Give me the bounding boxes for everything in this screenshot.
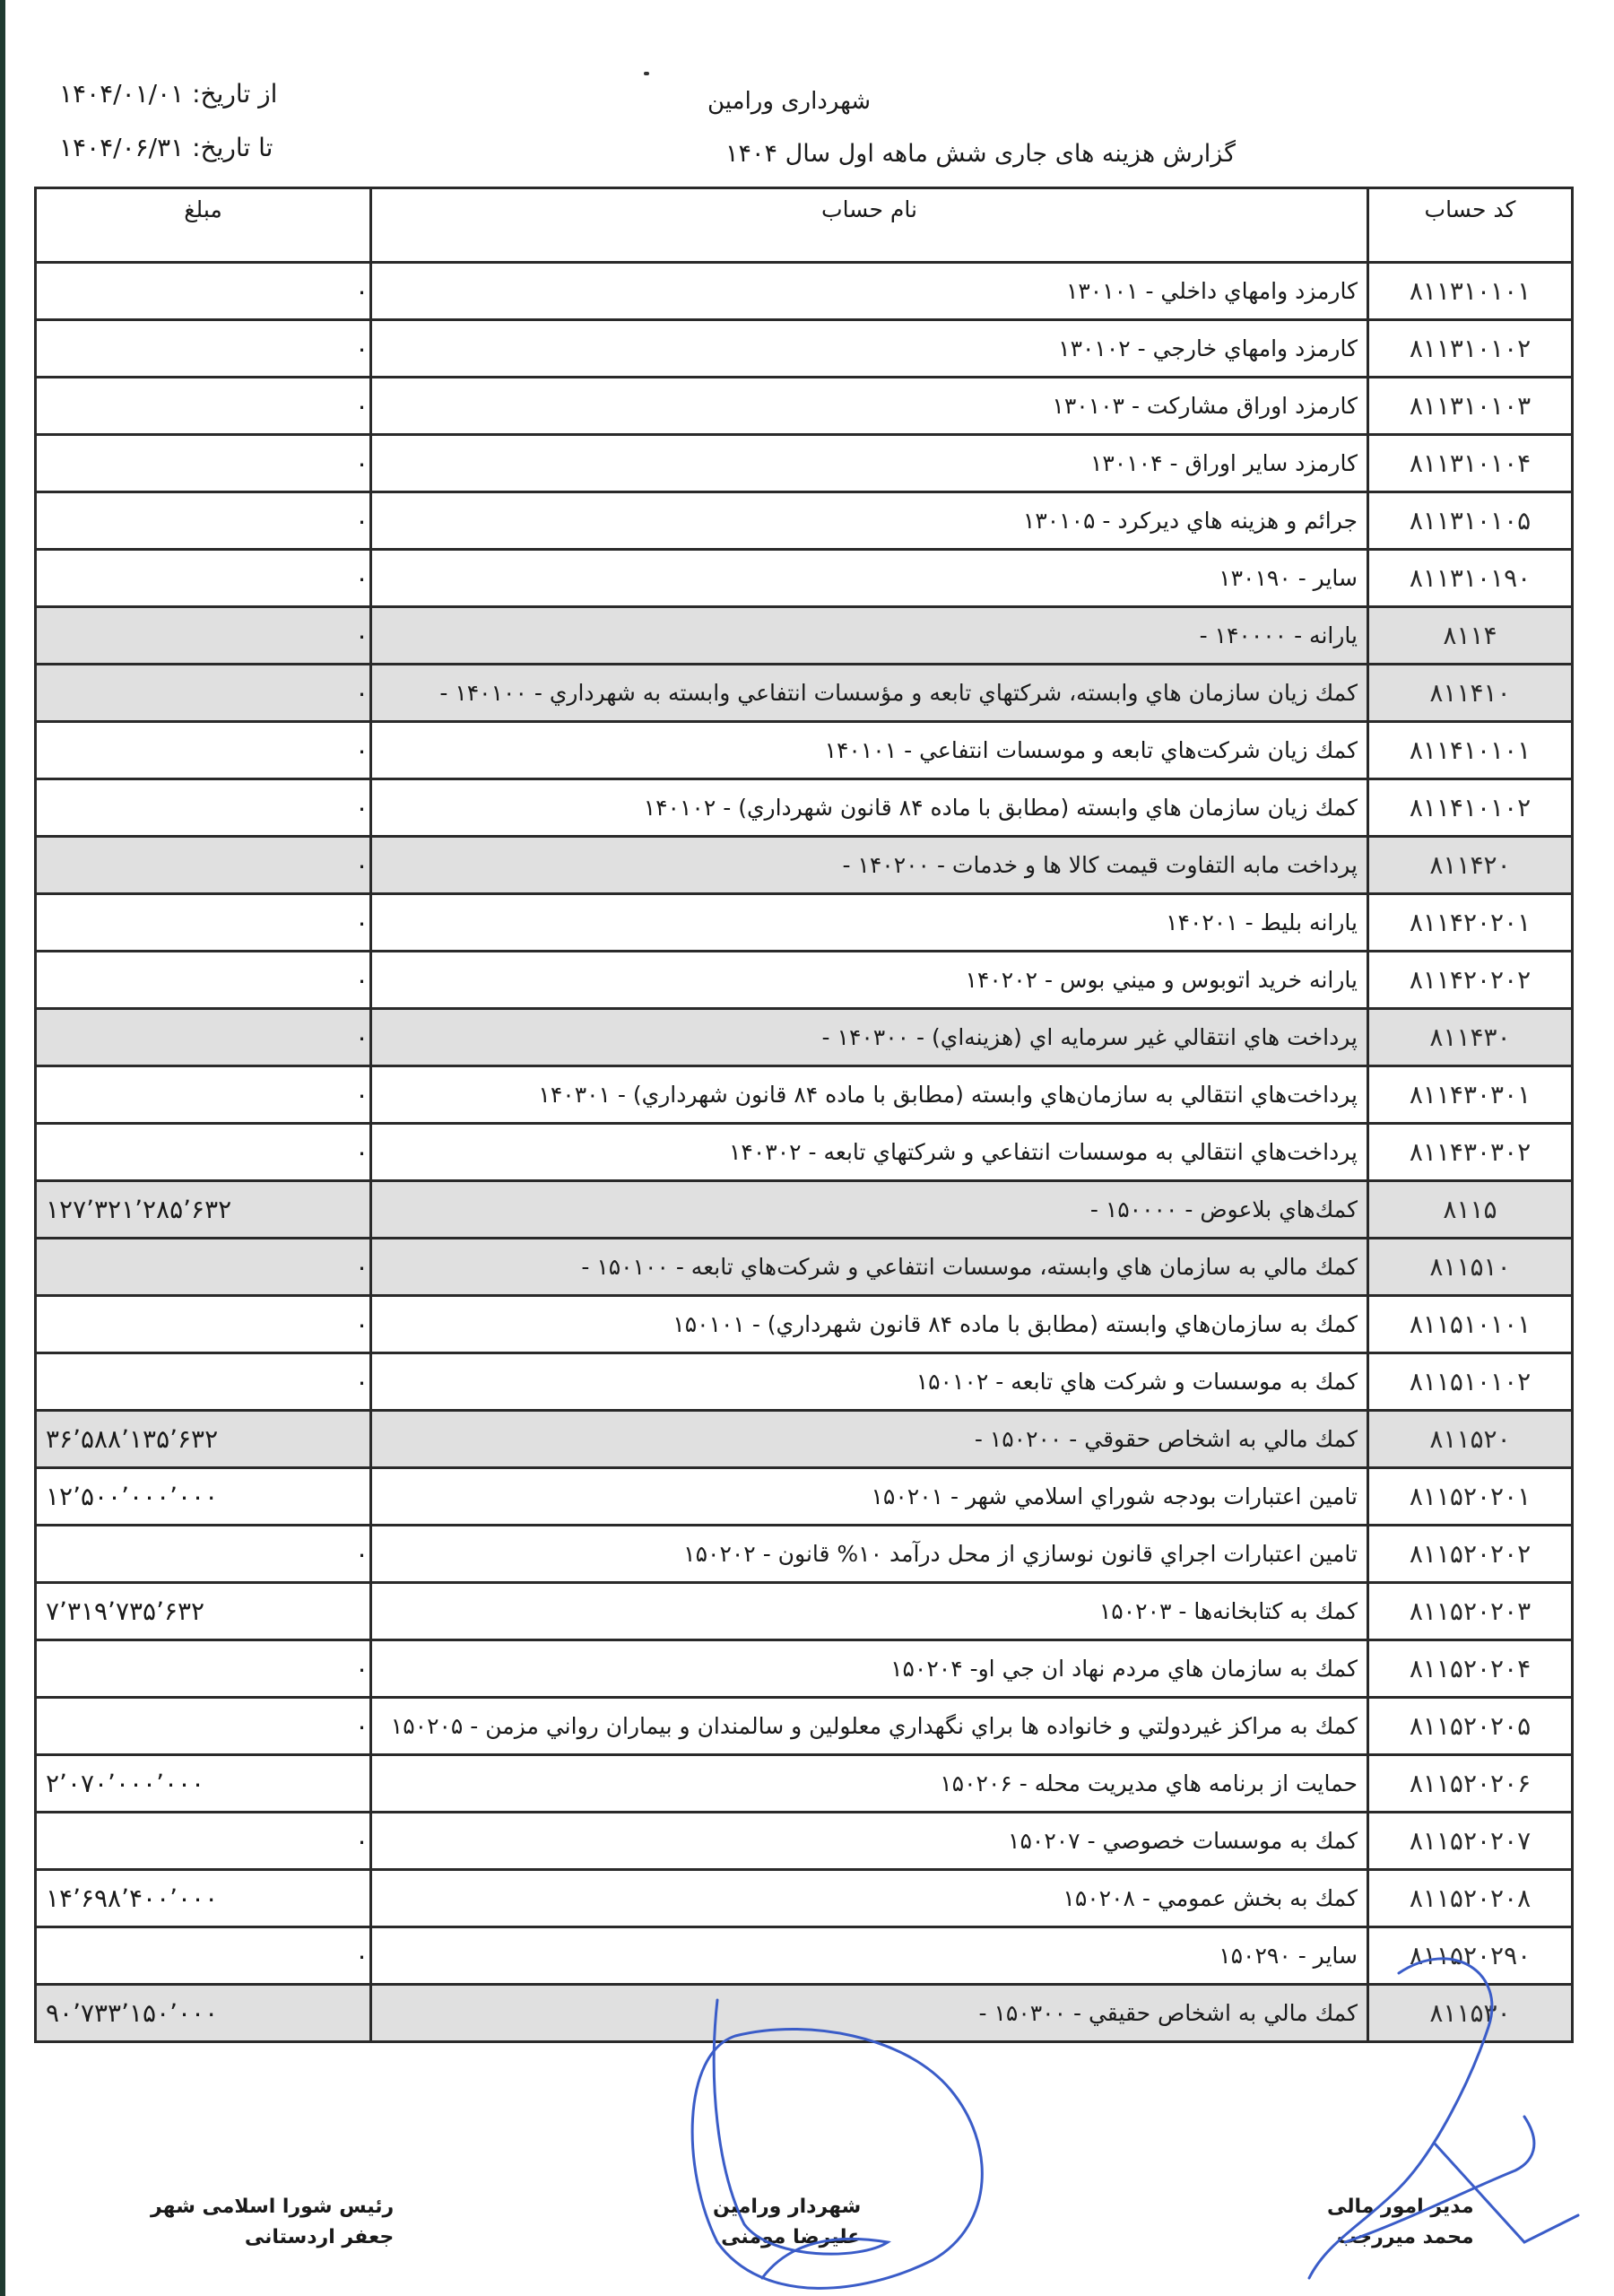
account-code: ۸۱۱۳۱۰۱۰۳ [1368,378,1573,435]
account-name: حمايت از برنامه هاي مديريت محله - ۱۵۰۲۰۶ [371,1755,1368,1813]
amount-value: ۰ [355,391,369,421]
account-code: ۸۱۱۴۱۰ [1368,665,1573,722]
account-code: ۸۱۱۳۱۰۱۹۰ [1368,550,1573,607]
amount [36,722,371,779]
table-row [36,722,1573,779]
amount-value: ۱۲٬۵۰۰٬۰۰۰٬۰۰۰ [46,1482,219,1511]
amount [36,1985,371,2042]
table-row [36,1583,1573,1640]
scan-edge [0,0,5,2296]
account-name: کمك مالي به اشخاص حقوقي - ۱۵۰۲۰۰ - [371,1411,1368,1468]
account-code: ۸۱۱۵۱۰۱۰۱ [1368,1296,1573,1353]
amount-value: ۰ [355,334,369,363]
account-code: ۸۱۱۵۲۰ [1368,1411,1573,1468]
amount-value: ۰ [355,1080,369,1109]
account-code: ۸۱۱۵۱۰۱۰۲ [1368,1353,1573,1411]
table-row [36,952,1573,1009]
account-name: کارمزد ساير اوراق - ۱۳۰۱۰۴ [371,435,1368,492]
table-row [36,1526,1573,1583]
account-code: ۸۱۱۴۱۰۱۰۱ [1368,722,1573,779]
account-code: ۸۱۱۵۳۰ [1368,1985,1573,2042]
table-row [36,1066,1573,1124]
table-row [36,378,1573,435]
account-name: کمك زيان سازمان هاي وابسته، شرکتهاي تابعه و مؤسسات انتفاعي وابسته به شهرداري - ۱۴۰۱۰۰ - [371,665,1368,722]
from-date: از تاریخ: ۱۴۰۴/۰۱/۰۱ [59,79,278,109]
amount [36,607,371,665]
amount [36,1009,371,1066]
amount [36,550,371,607]
amount [36,1813,371,1870]
account-code: ۸۱۱۵۲۰۲۰۵ [1368,1698,1573,1755]
table-row [36,1296,1573,1353]
table-row-subtotal [36,1985,1573,2042]
account-code: ۸۱۱۳۱۰۱۰۵ [1368,492,1573,550]
scan-speck [644,72,649,75]
account-name: ساير - ۱۵۰۲۹۰ [371,1927,1368,1985]
account-name: تامين اعتبارات بودجه شوراي اسلامي شهر - ۱۵۰۲۰۱ [371,1468,1368,1526]
table-row [36,1927,1573,1985]
amount [36,1927,371,1985]
table-row [36,1755,1573,1813]
table-row [36,1813,1573,1870]
account-code: ۸۱۱۳۱۰۱۰۲ [1368,320,1573,378]
table-row-subtotal [36,837,1573,894]
account-name: کمك به موسسات و شرکت هاي تابعه - ۱۵۰۱۰۲ [371,1353,1368,1411]
table-row [36,263,1573,320]
amount-value: ۰ [355,678,369,708]
column-header-amount: مبلغ [36,188,371,263]
amount-value: ۰ [355,1252,369,1282]
signer-title: شهردار ورامين [713,2196,862,2218]
amount-value: ۰ [355,1941,369,1970]
account-name: کمك به سازمان‌هاي وابسته (مطابق با ماده ۸۴ قانون شهرداري) - ۱۵۰۱۰۱ [371,1296,1368,1353]
account-code: ۸۱۱۵۲۰۲۰۸ [1368,1870,1573,1927]
amount [36,1583,371,1640]
account-code: ۸۱۱۵۲۰۲۰۶ [1368,1755,1573,1813]
amount-value: ۰ [355,563,369,593]
account-code: ۸۱۱۴۱۰۱۰۲ [1368,779,1573,837]
amount [36,779,371,837]
amount [36,1124,371,1181]
expense-report-table [34,187,1574,2043]
account-name: کمك زيان شرکت‌هاي تابعه و موسسات انتفاعي - ۱۴۰۱۰۱ [371,722,1368,779]
account-code: ۸۱۱۳۱۰۱۰۴ [1368,435,1573,492]
amount [36,894,371,952]
amount-value: ۰ [355,1137,369,1167]
amount [36,665,371,722]
amount [36,263,371,320]
table-row [36,779,1573,837]
amount [36,1181,371,1239]
table-header-row [36,188,1573,263]
signer-name: جعفر اردستانی [244,2226,395,2248]
account-code: ۸۱۱۵۲۰۲۰۲ [1368,1526,1573,1583]
amount-value: ۳۶٬۵۸۸٬۱۳۵٬۶۳۲ [46,1424,219,1454]
account-name: کمك مالي به اشخاص حقيقي - ۱۵۰۳۰۰ - [371,1985,1368,2042]
amount [36,1468,371,1526]
table-row-subtotal [36,607,1573,665]
account-code: ۸۱۱۵۲۰۲۹۰ [1368,1927,1573,1985]
amount-value: ۰ [355,276,369,306]
column-header-name: نام حساب [371,188,1368,263]
account-code: ۸۱۱۴۲۰ [1368,837,1573,894]
account-name: کمك زيان سازمان هاي وابسته (مطابق با ماده ۸۴ قانون شهرداري) - ۱۴۰۱۰۲ [371,779,1368,837]
account-code: ۸۱۱۵۲۰۲۰۳ [1368,1583,1573,1640]
amount-value: ۰ [355,1826,369,1856]
amount-value: ۷٬۳۱۹٬۷۳۵٬۶۳۲ [46,1596,205,1626]
account-name: کمك به بخش عمومي - ۱۵۰۲۰۸ [371,1870,1368,1927]
account-name: کمك به مراکز غيردولتي و خانواده ها براي نگهداري معلولين و سالمندان و بيماران رواني مزمن - ۱۵۰۲۰۵ [371,1698,1368,1755]
amount-value: ۰ [355,1539,369,1569]
account-code: ۸۱۱۵۲۰۲۰۴ [1368,1640,1573,1698]
amount-value: ۰ [355,506,369,535]
account-code: ۸۱۱۳۱۰۱۰۱ [1368,263,1573,320]
amount [36,492,371,550]
account-name: کمك مالي به سازمان هاي وابسته، موسسات انتفاعي و شرکت‌هاي تابعه - ۱۵۰۱۰۰ - [371,1239,1368,1296]
signer-name: محمد ميررجب [1336,2226,1474,2248]
account-code: ۸۱۱۴ [1368,607,1573,665]
amount [36,1411,371,1468]
signer-name: عليرضا مومنی [721,2226,862,2248]
table-row [36,1468,1573,1526]
table-row [36,1640,1573,1698]
amount [36,1296,371,1353]
account-name: پرداخت مابه التفاوت قيمت کالا ها و خدمات - ۱۴۰۲۰۰ - [371,837,1368,894]
account-name: پرداخت‌هاي انتقالي به سازمان‌هاي وابسته (مطابق با ماده ۸۴ قانون شهرداري) - ۱۴۰۳۰۱ [371,1066,1368,1124]
amount-value: ۰ [355,621,369,650]
table-row-subtotal [36,1239,1573,1296]
account-name: پرداخت هاي انتقالي غير سرمايه اي (هزينه‌اي) - ۱۴۰۳۰۰ - [371,1009,1368,1066]
amount-value: ۰ [355,1309,369,1339]
amount-value: ۰ [355,1711,369,1741]
account-code: ۸۱۱۵۲۰۲۰۱ [1368,1468,1573,1526]
table-row-subtotal [36,665,1573,722]
table-row-subtotal [36,1009,1573,1066]
account-name: کمك به سازمان هاي مردم نهاد ان جي او- ۱۵۰۲۰۴ [371,1640,1368,1698]
table-row [36,492,1573,550]
account-name: کارمزد اوراق مشارکت - ۱۳۰۱۰۳ [371,378,1368,435]
amount [36,320,371,378]
account-name: جرائم و هزينه هاي ديرکرد - ۱۳۰۱۰۵ [371,492,1368,550]
account-code: ۸۱۱۵ [1368,1181,1573,1239]
signer-title: مدير امور مالی [1327,2196,1474,2218]
account-name: تامين اعتبارات اجراي قانون نوسازي از محل درآمد ۱۰% قانون - ۱۵۰۲۰۲ [371,1526,1368,1583]
account-name: ساير - ۱۳۰۱۹۰ [371,550,1368,607]
account-code: ۸۱۱۴۲۰۲۰۱ [1368,894,1573,952]
account-name: کمك به موسسات خصوصي - ۱۵۰۲۰۷ [371,1813,1368,1870]
account-name: يارانه خريد اتوبوس و ميني بوس - ۱۴۰۲۰۲ [371,952,1368,1009]
account-code: ۸۱۱۴۳۰ [1368,1009,1573,1066]
organization-name: شهرداری ورامین [707,88,871,115]
signer-title: رئيس شورا اسلامی شهر [151,2196,395,2218]
account-code: ۸۱۱۵۲۰۲۰۷ [1368,1813,1573,1870]
amount [36,952,371,1009]
amount [36,1526,371,1583]
amount [36,1353,371,1411]
amount [36,1870,371,1927]
amount [36,1755,371,1813]
amount [36,837,371,894]
table-row-subtotal [36,1411,1573,1468]
amount [36,1239,371,1296]
account-name: يارانه بليط - ۱۴۰۲۰۱ [371,894,1368,952]
account-code: ۸۱۱۵۱۰ [1368,1239,1573,1296]
amount [36,435,371,492]
account-name: کمك به کتابخانه‌ها - ۱۵۰۲۰۳ [371,1583,1368,1640]
amount-value: ۱۲۷٬۳۲۱٬۲۸۵٬۶۳۲ [46,1195,232,1224]
table-row [36,1698,1573,1755]
table-row [36,894,1573,952]
signature-block-council [151,2192,394,2253]
table-row-subtotal [36,1181,1573,1239]
amount-value: ۰ [355,793,369,822]
account-name: کمك‌هاي بلاعوض - ۱۵۰۰۰۰ - [371,1181,1368,1239]
amount-value: ۹۰٬۷۳۳٬۱۵۰٬۰۰۰ [46,1998,219,2028]
amount-value: ۰ [355,850,369,880]
table-row [36,550,1573,607]
amount [36,378,371,435]
amount-value: ۰ [355,735,369,765]
account-code: ۸۱۱۴۳۰۳۰۲ [1368,1124,1573,1181]
account-code: ۸۱۱۴۲۰۲۰۲ [1368,952,1573,1009]
account-code: ۸۱۱۴۳۰۳۰۱ [1368,1066,1573,1124]
account-name: يارانه - ۱۴۰۰۰۰ - [371,607,1368,665]
table-row [36,1870,1573,1927]
amount-value: ۰ [355,1654,369,1683]
account-name: کارمزد وامهاي داخلي - ۱۳۰۱۰۱ [371,263,1368,320]
signature-block-finance [1327,2192,1474,2253]
account-name: پرداخت‌هاي انتقالي به موسسات انتفاعي و شرکتهاي تابعه - ۱۴۰۳۰۲ [371,1124,1368,1181]
amount-value: ۱۴٬۶۹۸٬۴۰۰٬۰۰۰ [46,1883,219,1913]
amount [36,1066,371,1124]
signature-block-mayor [713,2192,861,2253]
table-row [36,1124,1573,1181]
amount-value: ۰ [355,965,369,995]
table-row [36,1353,1573,1411]
report-title: گزارش هزینه های جاری شش ماهه اول سال ۱۴۰۴ [725,140,1236,168]
amount-value: ۰ [355,908,369,937]
table-row [36,435,1573,492]
table-row [36,320,1573,378]
amount-value: ۲٬۰۷۰٬۰۰۰٬۰۰۰ [46,1769,205,1798]
table-body [36,263,1573,2042]
amount-value: ۰ [355,1367,369,1396]
column-header-code: کد حساب [1368,188,1573,263]
amount-value: ۰ [355,1022,369,1052]
account-name: کارمزد وامهاي خارجي - ۱۳۰۱۰۲ [371,320,1368,378]
to-date: تا تاریخ: ۱۴۰۴/۰۶/۳۱ [59,133,273,162]
amount [36,1640,371,1698]
amount-value: ۰ [355,448,369,478]
amount [36,1698,371,1755]
